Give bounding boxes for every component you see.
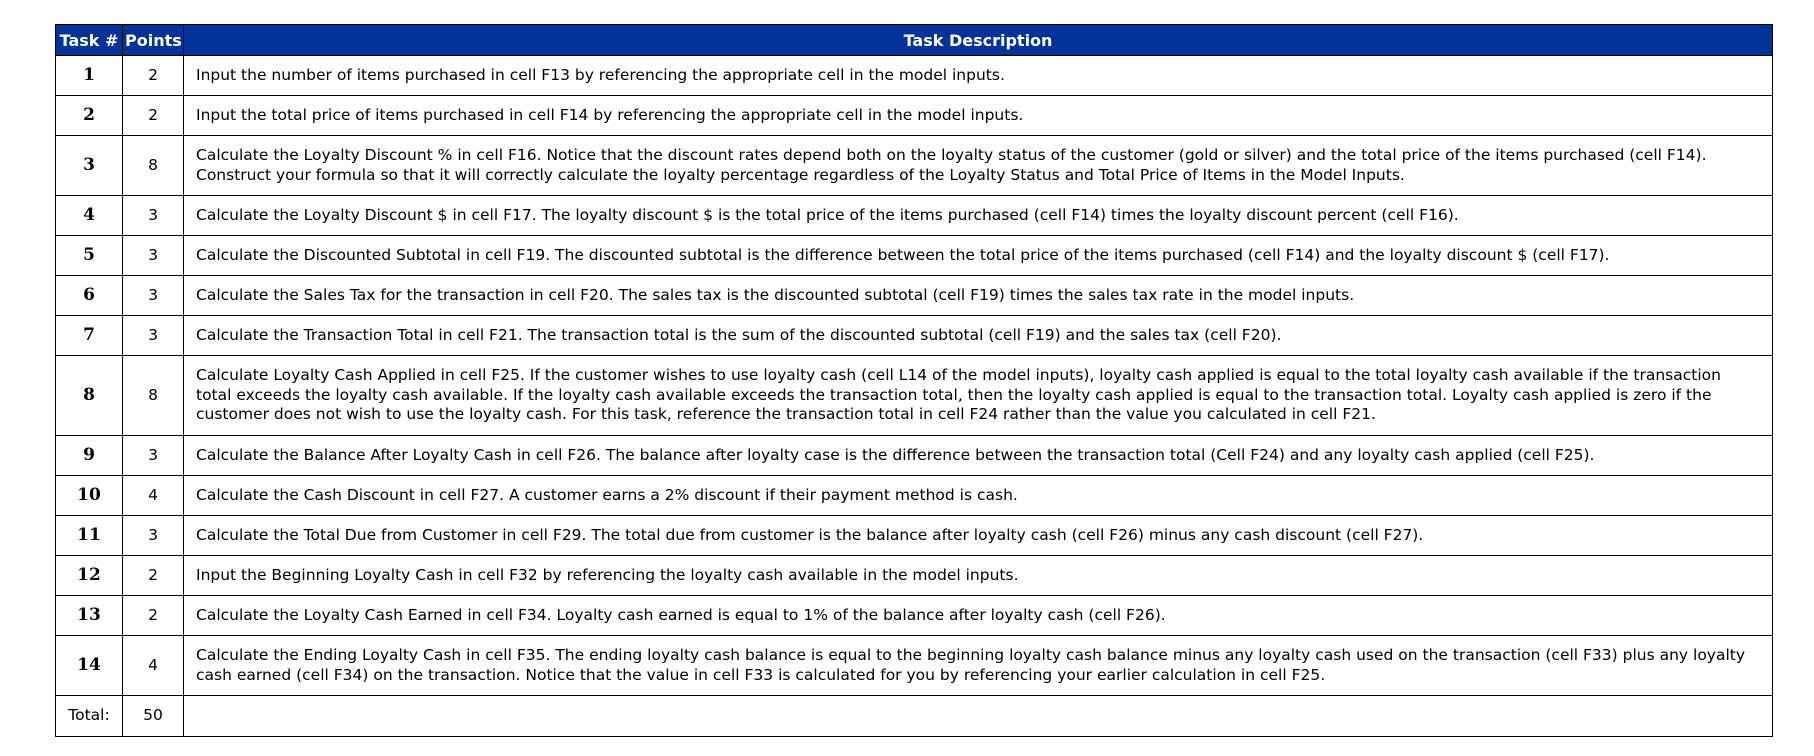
task-number: 14 [56,636,123,696]
task-description: Calculate the Balance After Loyalty Cash in cell F26. The balance after loyalty case is the difference between the transaction total (Cell F24) and any loyalty cash applied (cell F25). [184,436,1773,476]
task-number: 4 [56,196,123,236]
table-body [56,56,1773,737]
table-row [56,136,1773,196]
table-row [56,56,1773,96]
task-description: Calculate the Sales Tax for the transaction in cell F20. The sales tax is the discounted subtotal (cell F19) times the sales tax rate in the model inputs. [184,276,1773,316]
task-description: Calculate the Loyalty Cash Earned in cell F34. Loyalty cash earned is equal to 1% of the balance after loyalty cash (cell F26). [184,596,1773,636]
task-description: Calculate the Total Due from Customer in cell F29. The total due from customer is the balance after loyalty cash (cell F26) minus any cash discount (cell F27). [184,516,1773,556]
total-empty-cell [184,696,1773,737]
table-header [56,25,1773,56]
task-description: Input the total price of items purchased in cell F14 by referencing the appropriate cell in the model inputs. [184,96,1773,136]
task-number: 2 [56,96,123,136]
task-points: 4 [123,636,184,696]
task-description: Calculate the Loyalty Discount $ in cell F17. The loyalty discount $ is the total price of the items purchased (cell F14) times the loyalty discount percent (cell F16). [184,196,1773,236]
task-table [55,24,1773,737]
total-points: 50 [123,696,184,737]
task-points: 2 [123,596,184,636]
table-row [56,556,1773,596]
table-row [56,516,1773,556]
header-row [56,25,1773,56]
task-number: 9 [56,436,123,476]
table-row [56,596,1773,636]
total-label: Total: [56,696,123,737]
table-row [56,636,1773,696]
task-number: 10 [56,476,123,516]
table-row [56,276,1773,316]
header-task-description: Task Description [184,25,1773,56]
table-row [56,236,1773,276]
task-description: Calculate the Transaction Total in cell F21. The transaction total is the sum of the discounted subtotal (cell F19) and the sales tax (cell F20). [184,316,1773,356]
task-description: Calculate the Loyalty Discount % in cell F16. Notice that the discount rates depend both on the loyalty status of the customer (gold or silver) and the total price of the items purchased (cell F14). Construct your formula so that it will correctly calculate the loyalty percentage regardless of the Loyalty Status and Total Price of Items in the Model Inputs. [184,136,1773,196]
task-number: 6 [56,276,123,316]
header-task-number: Task # [56,25,123,56]
table-row [56,316,1773,356]
task-points: 2 [123,56,184,96]
header-points: Points [123,25,184,56]
table-row [56,436,1773,476]
task-number: 13 [56,596,123,636]
total-row [56,696,1773,737]
task-points: 3 [123,276,184,316]
task-description: Calculate Loyalty Cash Applied in cell F25. If the customer wishes to use loyalty cash (cell L14 of the model inputs), loyalty cash applied is equal to the total loyalty cash available if the transaction total exceeds the loyalty cash available. If the loyalty cash available exceeds the transaction total, then the loyalty cash applied is equal to the transaction total. Loyalty cash applied is zero if the customer does not wish to use the loyalty cash. For this task, reference the transaction total in cell F24 rather than the value you calculated in cell F21. [184,356,1773,436]
table-row [56,476,1773,516]
task-points: 3 [123,196,184,236]
task-description: Input the Beginning Loyalty Cash in cell F32 by referencing the loyalty cash available in the model inputs. [184,556,1773,596]
task-description: Input the number of items purchased in cell F13 by referencing the appropriate cell in the model inputs. [184,56,1773,96]
task-number: 12 [56,556,123,596]
task-points: 3 [123,236,184,276]
task-number: 1 [56,56,123,96]
task-points: 3 [123,316,184,356]
task-points: 2 [123,96,184,136]
task-points: 2 [123,556,184,596]
task-number: 8 [56,356,123,436]
table-row [56,196,1773,236]
table-row [56,96,1773,136]
task-description: Calculate the Discounted Subtotal in cell F19. The discounted subtotal is the difference between the total price of the items purchased (cell F14) and the loyalty discount $ (cell F17). [184,236,1773,276]
task-number: 5 [56,236,123,276]
task-points: 8 [123,356,184,436]
task-points: 4 [123,476,184,516]
task-description: Calculate the Cash Discount in cell F27. A customer earns a 2% discount if their payment method is cash. [184,476,1773,516]
task-points: 3 [123,436,184,476]
task-number: 3 [56,136,123,196]
task-description: Calculate the Ending Loyalty Cash in cell F35. The ending loyalty cash balance is equal to the beginning loyalty cash balance minus any loyalty cash used on the transaction (cell F33) plus any loyalty cash earned (cell F34) on the transaction. Notice that the value in cell F33 is calculated for you by referencing your earlier calculation in cell F25. [184,636,1773,696]
task-points: 3 [123,516,184,556]
task-points: 8 [123,136,184,196]
task-number: 7 [56,316,123,356]
table-row [56,356,1773,436]
task-number: 11 [56,516,123,556]
